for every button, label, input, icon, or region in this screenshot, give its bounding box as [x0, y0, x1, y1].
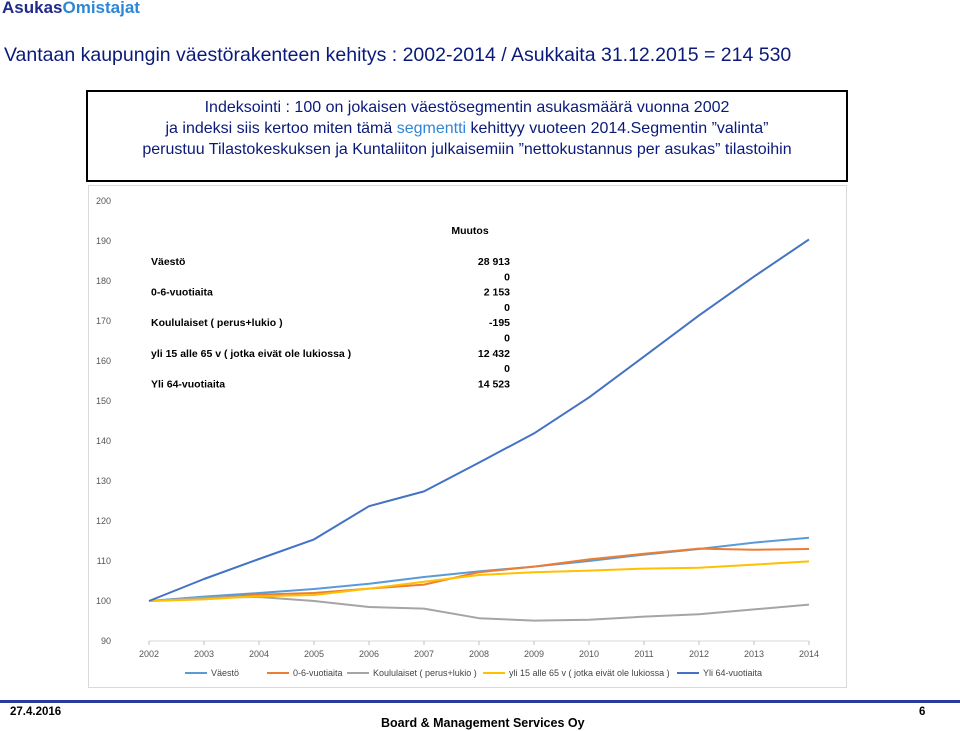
x-tick-label: 2003: [193, 649, 215, 659]
legend-label: Yli 64-vuotiaita: [703, 668, 763, 678]
x-tick-label: 2008: [468, 649, 490, 659]
footer-page-number: 6: [919, 706, 926, 718]
line-chart: [89, 186, 848, 689]
y-axis: [96, 196, 111, 646]
y-tick-label: 100: [95, 596, 111, 606]
x-tick-label: 2010: [578, 649, 600, 659]
x-tick-label: 2004: [248, 649, 270, 659]
brand-part2: Omistajat: [62, 0, 140, 17]
series-lines: [149, 239, 809, 620]
series-line: [149, 538, 809, 601]
table-row-label: Väestö: [151, 256, 186, 268]
info-line-2: [88, 118, 846, 139]
table-row-value: 0: [504, 271, 510, 284]
table-row-value: 0: [504, 301, 510, 314]
x-tick-label: 2013: [743, 649, 765, 659]
y-tick-label: 200: [95, 196, 111, 206]
table-row-value: 28 913: [477, 256, 510, 268]
y-tick-label: 190: [95, 236, 111, 246]
y-tick-label: 140: [95, 436, 111, 446]
table-row-value: 2 153: [483, 286, 510, 299]
brand-logo: [2, 0, 140, 18]
table-header: Muutos: [451, 225, 489, 237]
x-axis: [139, 641, 819, 659]
table-row-value: 0: [504, 363, 510, 376]
chart-legend: [185, 668, 762, 678]
x-tick-label: 2011: [634, 649, 654, 659]
table-row-label: Koululaiset ( perus+lukio ): [151, 317, 283, 330]
table-row-value: -195: [488, 317, 510, 330]
table-row-label: Yli 64-vuotiaita: [151, 378, 226, 391]
footer-company: Board & Management Services Oy: [381, 716, 585, 730]
x-tick-label: 2007: [413, 649, 435, 659]
legend-label: Väestö: [211, 668, 240, 678]
info-line-2-highlight: segmentti: [396, 120, 467, 137]
page-title: Vantaan kaupungin väestörakenteen kehitys : 2002-2014 / Asukkaita 31.12.2015 = 214 530: [4, 44, 792, 66]
y-tick-label: 150: [95, 396, 111, 406]
y-tick-label: 120: [95, 516, 111, 526]
y-tick-label: 160: [95, 356, 111, 366]
footer-divider: [0, 700, 960, 703]
table-row-label: 0-6-vuotiaita: [151, 286, 213, 299]
table-row-value: 0: [504, 332, 510, 345]
footer-date: 27.4.2016: [10, 706, 62, 718]
change-table: [151, 225, 510, 390]
info-box: [86, 90, 848, 182]
brand-part1: Asukas: [2, 0, 63, 17]
legend-label: Koululaiset ( perus+lukio ): [373, 668, 477, 678]
x-tick-label: 2009: [523, 649, 545, 659]
legend-label: yli 15 alle 65 v ( jotka eivät ole lukiossa ): [509, 668, 670, 678]
x-tick-label: 2005: [303, 649, 325, 659]
info-line-2-post: kehittyy vuoteen 2014.Segmentin ”valinta”: [466, 120, 769, 137]
y-tick-label: 90: [100, 636, 111, 646]
y-tick-label: 170: [95, 316, 111, 326]
y-tick-label: 180: [95, 276, 111, 286]
y-tick-label: 130: [95, 476, 111, 486]
table-row-value: 12 432: [477, 347, 510, 360]
info-line-3: perustuu Tilastokeskuksen ja Kuntaliiton julkaisemiin ”nettokustannus per asukas” tilastoihin: [142, 141, 792, 158]
table-row-label: yli 15 alle 65 v ( jotka eivät ole lukiossa ): [151, 347, 352, 360]
legend-label: 0-6-vuotiaita: [293, 668, 343, 678]
table-row-value: 14 523: [477, 378, 510, 391]
x-tick-label: 2012: [688, 649, 710, 659]
info-line-1: Indeksointi : 100 on jokaisen väestösegmentin asukasmäärä vuonna 2002: [204, 99, 730, 116]
x-tick-label: 2006: [358, 649, 380, 659]
chart-frame: [88, 185, 847, 688]
x-tick-label: 2002: [138, 649, 160, 659]
info-line-2-pre: ja indeksi siis kertoo miten tämä: [165, 120, 397, 137]
series-line: [149, 597, 809, 621]
x-tick-label: 2014: [798, 649, 820, 659]
y-tick-label: 110: [96, 556, 111, 566]
